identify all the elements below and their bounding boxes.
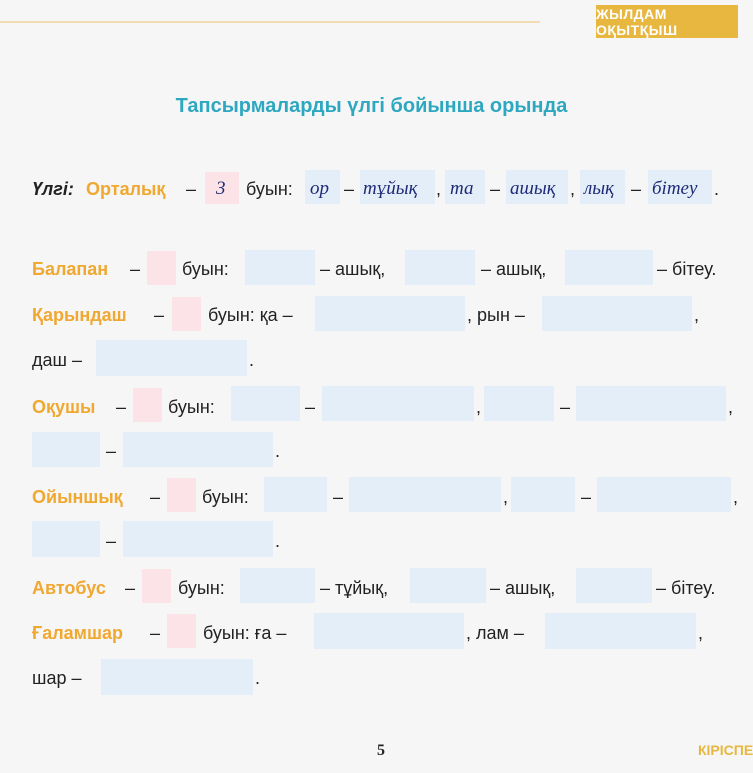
syllable-input-3[interactable] bbox=[32, 521, 100, 557]
example-syllable-1: ор bbox=[310, 178, 329, 199]
type-text-1: – тұйық, bbox=[320, 578, 389, 598]
exercise-word: Оқушы bbox=[32, 397, 96, 417]
example-dash: – bbox=[631, 179, 642, 199]
brand-badge: ЖЫЛДАМ ОҚЫТҚЫШ bbox=[596, 5, 738, 38]
exercise-word: Ғаламшар bbox=[32, 623, 123, 643]
type-input-3[interactable] bbox=[101, 659, 253, 695]
exercise-dash: – bbox=[150, 623, 161, 643]
example-type-2: ашық bbox=[510, 178, 556, 199]
buyn-label: буын: ға – bbox=[203, 623, 287, 643]
type-input-2[interactable] bbox=[576, 386, 726, 421]
buyn-label: буын: bbox=[178, 578, 225, 598]
buyn-label: буын: bbox=[168, 397, 215, 417]
example-dash: – bbox=[186, 179, 197, 199]
buyn-label: буын: bbox=[182, 259, 229, 279]
example-syllable-3: лық bbox=[584, 178, 615, 199]
example-syllable-2: та bbox=[450, 178, 474, 199]
type-input-3[interactable] bbox=[123, 432, 273, 467]
syllable-input-2[interactable] bbox=[405, 250, 475, 285]
exercise-word: Балапан bbox=[32, 259, 109, 279]
syllable-count-input[interactable] bbox=[167, 614, 196, 648]
syllable-input-3[interactable] bbox=[565, 250, 653, 285]
section-link[interactable]: КІРІСПЕ bbox=[698, 742, 753, 758]
type-text-1: – ашық, bbox=[320, 259, 386, 279]
exercise-dash: – bbox=[154, 305, 165, 325]
syllable-text: , рын – bbox=[467, 305, 525, 325]
type-input-2[interactable] bbox=[542, 296, 692, 331]
example-count: 3 bbox=[216, 178, 226, 199]
buyn-label: буын: bbox=[202, 487, 249, 507]
exercise-dash: – bbox=[130, 259, 141, 279]
syllable-count-input[interactable] bbox=[172, 297, 201, 331]
syllable-count-input[interactable] bbox=[167, 478, 196, 512]
example-word: Орталық bbox=[86, 179, 166, 199]
type-text-3: – бітеу. bbox=[657, 259, 717, 279]
exercise-word: Ойыншық bbox=[32, 487, 123, 507]
type-input-1[interactable] bbox=[315, 296, 465, 331]
example-dash: – bbox=[344, 179, 355, 199]
exercise-word: Автобус bbox=[32, 578, 106, 598]
exercise-dash: – bbox=[116, 397, 127, 417]
type-input-2[interactable] bbox=[597, 477, 731, 512]
type-input-2[interactable] bbox=[545, 613, 696, 649]
syllable-count-input[interactable] bbox=[147, 251, 176, 285]
syllable-input-3[interactable] bbox=[32, 432, 100, 467]
syllable-count-input[interactable] bbox=[142, 569, 171, 603]
type-input-1[interactable] bbox=[322, 386, 474, 421]
page-number: 5 bbox=[377, 742, 385, 759]
buyn-label: буын: қа – bbox=[208, 305, 293, 325]
exercise-word: Қарындаш bbox=[32, 305, 127, 325]
header-divider bbox=[0, 21, 540, 23]
example-type-3: бітеу bbox=[652, 178, 698, 199]
example-type-1: тұйық bbox=[363, 178, 418, 199]
syllable-input-3[interactable] bbox=[576, 568, 652, 603]
syllable-text: даш – bbox=[32, 350, 82, 370]
example-buyn: буын: bbox=[246, 179, 293, 199]
type-input-1[interactable] bbox=[349, 477, 501, 512]
type-text-2: – ашық, bbox=[490, 578, 556, 598]
type-input-1[interactable] bbox=[314, 613, 464, 649]
type-text-2: – ашық, bbox=[481, 259, 547, 279]
type-text-3: – бітеу. bbox=[656, 578, 716, 598]
syllable-input-2[interactable] bbox=[410, 568, 486, 603]
syllable-count-input[interactable] bbox=[133, 388, 162, 422]
syllable-input-1[interactable] bbox=[240, 568, 315, 603]
exercise-dash: – bbox=[150, 487, 161, 507]
syllable-input-1[interactable] bbox=[231, 386, 300, 421]
syllable-input-1[interactable] bbox=[264, 477, 327, 512]
example-dash: – bbox=[490, 179, 501, 199]
exercise-dash: – bbox=[125, 578, 136, 598]
syllable-text: , лам – bbox=[466, 623, 524, 643]
syllable-input-1[interactable] bbox=[245, 250, 315, 285]
syllable-input-2[interactable] bbox=[511, 477, 575, 512]
example-label: Үлгі: bbox=[32, 179, 74, 199]
syllable-text: шар – bbox=[32, 668, 82, 688]
page-title: Тапсырмаларды үлгі бойынша орында bbox=[175, 95, 568, 117]
type-input-3[interactable] bbox=[96, 340, 247, 376]
syllable-input-2[interactable] bbox=[484, 386, 554, 421]
type-input-3[interactable] bbox=[123, 521, 273, 557]
